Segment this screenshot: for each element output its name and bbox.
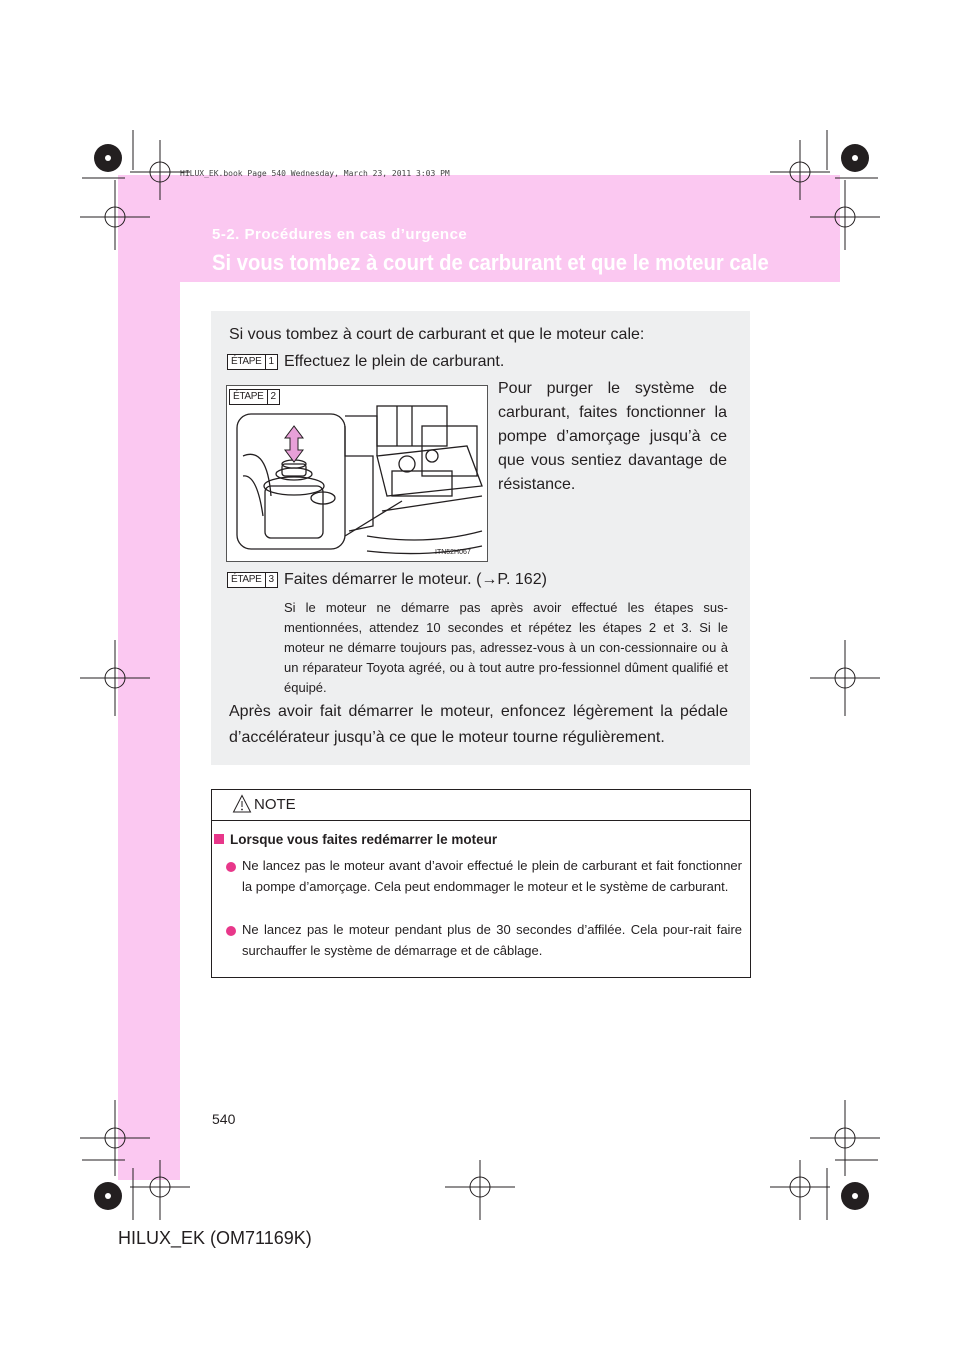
page-number: 540: [212, 1111, 236, 1127]
footer-code: HILUX_EK (OM71169K): [118, 1228, 312, 1248]
note-subtitle-text: Lorsque vous faites redémarrer le moteur: [230, 832, 498, 847]
circle-bullet-icon: [226, 926, 236, 936]
step-badge-1: [227, 354, 278, 370]
fuel-filter-illustration: [227, 386, 487, 561]
note-bullet-1: Ne lancez pas le moteur avant d’avoir effectué le plein de carburant et fait fonctionner la pompe d’amorçage. Cela peut endommager le moteur et le système de carburant.: [242, 858, 742, 894]
step-number: 2: [268, 390, 280, 404]
step-number: 1: [266, 355, 278, 369]
step-3-detail: Si le moteur ne démarre pas après avoir effectué les étapes sus-mentionnées, attendez 10 secondes et répétez les étapes 2 et 3. Si le moteur ne démarre toujours pas, adressez-vous à un con-cessionnaire ou à un réparateur Toyota agréé, ou à tout autre pro-fessionnel dûment qualifié et équipé.: [284, 600, 728, 695]
page-title: Si vous tombez à court de carburant et que le moteur cale: [212, 250, 769, 275]
step-badge-2: [229, 389, 280, 405]
step-2-text: Pour purger le système de carburant, faites fonctionner la pompe d’amorçage jusqu’à ce que vous sentiez davantage de résistance.: [498, 380, 727, 493]
step-3-text: Faites démarrer le moteur. (→P. 162): [284, 571, 547, 588]
step-badge-3: [227, 572, 278, 588]
circle-bullet-icon: [226, 862, 236, 872]
note-title: NOTE: [254, 796, 296, 813]
engine-figure: [226, 385, 488, 562]
square-bullet-icon: [214, 834, 224, 844]
step-1-text: Effectuez le plein de carburant.: [284, 353, 505, 370]
note-bullet-2: Ne lancez pas le moteur pendant plus de 30 secondes d’affilée. Cela pour-rait faire surchauffer le système de démarrage et de câblage.: [242, 922, 742, 958]
step-word: ÉTAPE: [228, 573, 266, 587]
intro-text: Si vous tombez à court de carburant et que le moteur cale:: [229, 326, 645, 343]
note-header: [212, 790, 750, 821]
section-label: 5-2. Procédures en cas d’urgence: [212, 226, 468, 243]
step-number: 3: [266, 573, 278, 587]
step-word: ÉTAPE: [228, 355, 266, 369]
step-word: ÉTAPE: [230, 390, 268, 404]
figure-code: ITN52H067: [435, 549, 471, 556]
after-text: Après avoir fait démarrer le moteur, enfoncez légèrement la pédale d’accélérateur jusqu’à ce que le moteur tourne régulièrement.: [229, 703, 728, 746]
note-subtitle: [214, 832, 497, 847]
warning-icon: [232, 794, 252, 814]
print-meta: HILUX_EK.book Page 540 Wednesday, March 23, 2011 3:03 PM: [180, 169, 450, 178]
